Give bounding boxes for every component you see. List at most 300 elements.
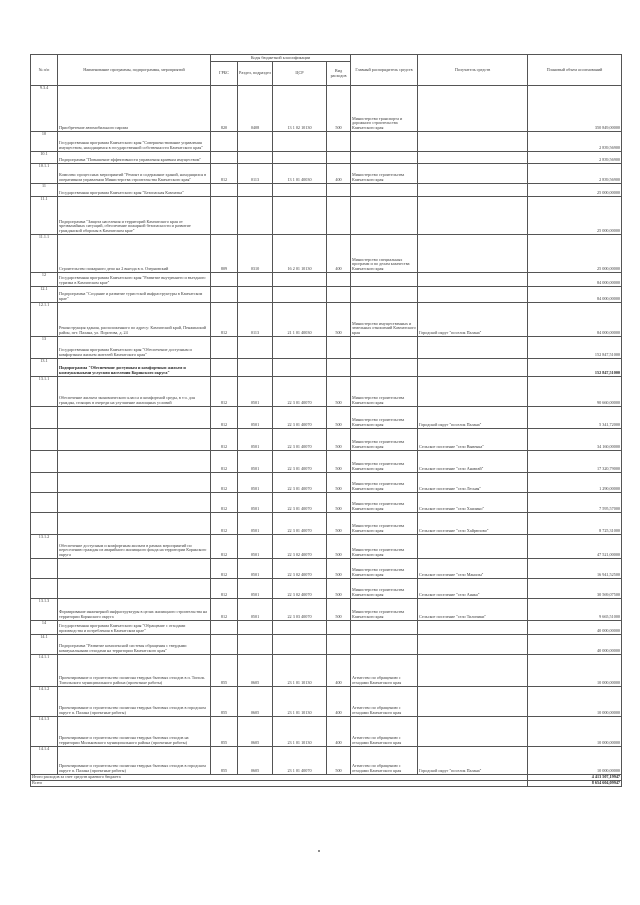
- row-name: Подпрограмма "Развитие комплексной системы обращения с твердыми коммунальными отходами на территории Камчатского края": [58, 635, 211, 655]
- row-gras: Агентство по обращению с отходами Камчатского края: [351, 687, 418, 717]
- row-number: 14.1.3: [31, 717, 58, 747]
- row-gras: [351, 337, 418, 359]
- row-name: Подпрограмма "Защита населения и территорий Камчатского края от чрезвычайных ситуаций, обеспечение пожарной безопасности и развитие гражданской обороны в Камчатском крае": [58, 197, 211, 235]
- row-csr: 16 2 01 10130: [273, 235, 327, 273]
- row-vr: 500: [327, 451, 351, 473]
- row-amount: 84 000,00000: [528, 273, 622, 287]
- row-rzpr: [238, 359, 273, 377]
- row-name: Реконструкция здания, расположенного по адресу: Камчатский край, Пенжинский район, пгт. Палана, ул. Поротова, д. 24: [58, 303, 211, 337]
- row-grbs: 812: [211, 579, 238, 599]
- row-amount: 40 000,00000: [528, 621, 622, 635]
- row-vr: [327, 635, 351, 655]
- col-num-header: № п/п: [31, 55, 58, 86]
- row-csr: [273, 132, 327, 152]
- row-grbs: 855: [211, 655, 238, 687]
- table-row: [31, 287, 622, 303]
- table-row: [31, 493, 622, 513]
- row-csr: [273, 359, 327, 377]
- table-row: [31, 599, 622, 621]
- row-number: 10: [31, 132, 58, 152]
- row-grbs: [211, 621, 238, 635]
- row-recipient: Сельское поселение "село Анавгай": [418, 451, 528, 473]
- table-row: [31, 535, 622, 559]
- row-gras: Агентство по обращению с отходами Камчатского края: [351, 747, 418, 775]
- row-rzpr: 0501: [238, 535, 273, 559]
- row-recipient: [418, 132, 528, 152]
- row-amount: 30 569,07500: [528, 579, 622, 599]
- row-vr: 500: [327, 473, 351, 493]
- row-vr: 500: [327, 535, 351, 559]
- row-csr: 22 3 02 40070: [273, 559, 327, 579]
- row-amount: 40 000,00000: [528, 635, 622, 655]
- row-amount: 152 847,51000: [528, 337, 622, 359]
- row-number: 13.1.3: [31, 599, 58, 621]
- row-rzpr: [238, 635, 273, 655]
- row-number: 14: [31, 621, 58, 635]
- table-row: [31, 197, 622, 235]
- row-grbs: 855: [211, 687, 238, 717]
- row-recipient: Сельское поселение "село Манилы": [418, 559, 528, 579]
- row-csr: [273, 287, 327, 303]
- row-name: [58, 429, 211, 451]
- table-row: [31, 429, 622, 451]
- row-gras: Министерство строительства Камчатского края: [351, 164, 418, 184]
- table-row: [31, 132, 622, 152]
- row-grbs: [211, 184, 238, 197]
- row-name: Подпрограмма "Обеспечение доступным и комфортным жильем и коммунальными услугами населения Корякского округа": [58, 359, 211, 377]
- row-gras: [351, 132, 418, 152]
- col-amount-header: Плановый объем ассигнований: [528, 55, 622, 86]
- table-row: [31, 621, 622, 635]
- row-grbs: 812: [211, 513, 238, 535]
- row-rzpr: [238, 621, 273, 635]
- row-number: 14.1.2: [31, 687, 58, 717]
- row-name: Проектирование и строительство полигона твердых бытовых отходов в городском округе п. Палана (проектные работы): [58, 747, 211, 775]
- row-amount: 8 725,31000: [528, 513, 622, 535]
- row-csr: [273, 273, 327, 287]
- row-rzpr: 0113: [238, 164, 273, 184]
- row-gras: [351, 197, 418, 235]
- row-grbs: [211, 152, 238, 164]
- row-grbs: [211, 359, 238, 377]
- row-amount: 10 000,00000: [528, 687, 622, 717]
- row-name: Обеспечение жильем экономического класса и комфортной среды, в т.ч. для граждан, стоящих в очереди на улучшение жилищных условий: [58, 377, 211, 407]
- row-amount: 152 847,51000: [528, 359, 622, 377]
- row-number: 13: [31, 337, 58, 359]
- table-row: [31, 164, 622, 184]
- row-gras: Агентство по обращению с отходами Камчатского края: [351, 655, 418, 687]
- row-csr: 23 1 01 10130: [273, 687, 327, 717]
- row-vr: [327, 621, 351, 635]
- row-rzpr: 0605: [238, 655, 273, 687]
- table-row: [31, 152, 622, 164]
- row-csr: 22 3 02 40070: [273, 579, 327, 599]
- row-number: 12: [31, 273, 58, 287]
- row-gras: Министерство специальных программ и по делам казачества Камчатского края: [351, 235, 418, 273]
- row-csr: 23 1 01 40070: [273, 747, 327, 775]
- row-rzpr: 0501: [238, 473, 273, 493]
- row-vr: 400: [327, 164, 351, 184]
- row-csr: [273, 621, 327, 635]
- row-gras: [351, 184, 418, 197]
- col-recipient-header: Получатель средств: [418, 55, 528, 86]
- row-csr: 22 3 01 40070: [273, 407, 327, 429]
- row-rzpr: [238, 273, 273, 287]
- row-name: [58, 451, 211, 473]
- row-amount: 34 160,00000: [528, 429, 622, 451]
- row-number: 14.1: [31, 635, 58, 655]
- row-grbs: [211, 337, 238, 359]
- row-grbs: 812: [211, 303, 238, 337]
- row-recipient: Сельское поселение "село Хайрюзово": [418, 513, 528, 535]
- row-csr: 22 3 01 40070: [273, 513, 327, 535]
- row-number: 12.1: [31, 287, 58, 303]
- row-gras: Министерство строительства Камчатского края: [351, 451, 418, 473]
- row-grbs: 812: [211, 164, 238, 184]
- row-csr: 22 3 01 40070: [273, 377, 327, 407]
- row-gras: Министерство строительства Камчатского края: [351, 559, 418, 579]
- row-number: 9.3.4: [31, 86, 58, 132]
- row-rzpr: [238, 337, 273, 359]
- col-grbs-header: ГРБС: [211, 62, 238, 86]
- row-rzpr: 0501: [238, 513, 273, 535]
- row-csr: [273, 152, 327, 164]
- row-name: Государственная программа Камчатского края "Совершенствование управления имуществом, находящимся в государственной собственности Камчатского края": [58, 132, 211, 152]
- row-grbs: 812: [211, 429, 238, 451]
- budget-table: [30, 54, 622, 787]
- row-rzpr: 0501: [238, 599, 273, 621]
- row-amount: 25 000,00000: [528, 197, 622, 235]
- row-csr: 22 3 01 40070: [273, 493, 327, 513]
- row-rzpr: 0605: [238, 687, 273, 717]
- row-number: [31, 579, 58, 599]
- row-rzpr: [238, 197, 273, 235]
- row-number: [31, 407, 58, 429]
- row-recipient: Городской округ "поселок Палана": [418, 303, 528, 337]
- col-vr-header: Вид расходов: [327, 62, 351, 86]
- row-amount: 25 000,00000: [528, 235, 622, 273]
- row-number: 12.1.1: [31, 303, 58, 337]
- table-row: [31, 273, 622, 287]
- row-rzpr: 0501: [238, 407, 273, 429]
- row-recipient: [418, 184, 528, 197]
- row-gras: [351, 152, 418, 164]
- row-csr: 23 1 01 10130: [273, 717, 327, 747]
- row-name: Государственная программа Камчатского края "Обеспечение доступным и комфортным жильем жителей Камчатского края": [58, 337, 211, 359]
- table-row: [31, 747, 622, 775]
- total-label: Всего: [31, 781, 528, 787]
- row-csr: 23 1 01 10130: [273, 655, 327, 687]
- row-vr: 500: [327, 599, 351, 621]
- row-gras: Министерство строительства Камчатского края: [351, 513, 418, 535]
- row-amount: 10 000,00000: [528, 747, 622, 775]
- row-name: Проектирование и строительство полигона твердых бытовых отходов в п. Тигиль Тигильского муниципального района (проектные работы): [58, 655, 211, 687]
- row-number: 13.1.2: [31, 535, 58, 559]
- row-gras: Министерство строительства Камчатского края: [351, 429, 418, 451]
- row-grbs: 812: [211, 599, 238, 621]
- row-gras: [351, 635, 418, 655]
- row-vr: 500: [327, 513, 351, 535]
- table-row: [31, 655, 622, 687]
- row-csr: [273, 184, 327, 197]
- row-vr: [327, 132, 351, 152]
- row-number: 11.1: [31, 197, 58, 235]
- row-rzpr: [238, 184, 273, 197]
- row-recipient: [418, 164, 528, 184]
- row-number: 13.1: [31, 359, 58, 377]
- row-amount: 10 000,00000: [528, 717, 622, 747]
- row-recipient: Сельское поселение "село Тиличики": [418, 599, 528, 621]
- row-gras: Министерство строительства Камчатского края: [351, 535, 418, 559]
- row-csr: [273, 635, 327, 655]
- row-vr: 500: [327, 559, 351, 579]
- row-grbs: 812: [211, 451, 238, 473]
- row-name: Государственная программа Камчатского края "Развитие внутреннего и въездного туризма в Камчатском крае": [58, 273, 211, 287]
- row-grbs: 855: [211, 747, 238, 775]
- table-row: [31, 377, 622, 407]
- table-row: [31, 407, 622, 429]
- row-grbs: [211, 287, 238, 303]
- row-vr: [327, 197, 351, 235]
- row-name: Строительство пожарного депо на 2 выезда в п. Озерновский: [58, 235, 211, 273]
- table-row: [31, 579, 622, 599]
- row-rzpr: 0501: [238, 377, 273, 407]
- row-gras: Министерство строительства Камчатского края: [351, 599, 418, 621]
- row-name: Проектирование и строительство полигона твердых бытовых отходов на территории Мильковского муниципального района (проектные работы): [58, 717, 211, 747]
- row-amount: 84 000,00000: [528, 287, 622, 303]
- row-name: [58, 513, 211, 535]
- table-row: [31, 337, 622, 359]
- row-name: Проектирование и строительство полигона твердых бытовых отходов в городском округе п. Палана (проектные работы): [58, 687, 211, 717]
- row-csr: 13 1 02 10130: [273, 86, 327, 132]
- row-recipient: [418, 717, 528, 747]
- row-recipient: Городской округ "поселок Палана": [418, 747, 528, 775]
- row-csr: 22 3 01 40070: [273, 429, 327, 451]
- row-name: [58, 559, 211, 579]
- row-csr: [273, 337, 327, 359]
- row-vr: 500: [327, 493, 351, 513]
- row-grbs: 812: [211, 377, 238, 407]
- row-number: 11: [31, 184, 58, 197]
- row-csr: 22 3 02 40070: [273, 535, 327, 559]
- row-csr: [273, 197, 327, 235]
- row-csr: 22 3 01 40070: [273, 451, 327, 473]
- table-row: [31, 717, 622, 747]
- row-recipient: [418, 621, 528, 635]
- row-name: Обеспечение доступным и комфортным жильем в рамках мероприятий по переселению граждан из аварийного жилищного фонда на территории Корякского округа: [58, 535, 211, 559]
- row-number: 14.1.1: [31, 655, 58, 687]
- table-row: [31, 559, 622, 579]
- row-vr: [327, 152, 351, 164]
- table-row: [31, 473, 622, 493]
- row-recipient: Городской округ "поселок Палана": [418, 407, 528, 429]
- row-grbs: 812: [211, 535, 238, 559]
- row-gras: Агентство по обращению с отходами Камчатского края: [351, 717, 418, 747]
- row-csr: 13 1 01 40030: [273, 164, 327, 184]
- row-vr: [327, 273, 351, 287]
- row-grbs: 812: [211, 559, 238, 579]
- table-row: [31, 235, 622, 273]
- row-number: [31, 473, 58, 493]
- row-gras: Министерство имущественных и земельных отношений Камчатского края: [351, 303, 418, 337]
- row-recipient: [418, 86, 528, 132]
- row-recipient: [418, 635, 528, 655]
- row-amount: 47 521,00000: [528, 535, 622, 559]
- table-body: [31, 86, 622, 787]
- row-name: Государственная программа Камчатского края "Безопасная Камчатка": [58, 184, 211, 197]
- row-name: [58, 473, 211, 493]
- row-rzpr: [238, 287, 273, 303]
- row-vr: 400: [327, 687, 351, 717]
- row-vr: 400: [327, 655, 351, 687]
- row-amount: 2 839,56900: [528, 152, 622, 164]
- row-csr: 22 3 03 40070: [273, 599, 327, 621]
- row-gras: [351, 359, 418, 377]
- row-gras: Министерство транспорта и дорожного строительства Камчатского края: [351, 86, 418, 132]
- row-amount: 1 290,00000: [528, 473, 622, 493]
- row-amount: 25 000,00000: [528, 184, 622, 197]
- row-number: [31, 513, 58, 535]
- row-name: Подпрограмма "Создание и развитие туристской инфраструктуры в Камчатском крае": [58, 287, 211, 303]
- row-recipient: Сельское поселение "село Аянка": [418, 579, 528, 599]
- row-grbs: 812: [211, 473, 238, 493]
- row-gras: [351, 621, 418, 635]
- row-amount: 90 660,00000: [528, 377, 622, 407]
- row-grbs: [211, 635, 238, 655]
- row-grbs: [211, 273, 238, 287]
- row-gras: Министерство строительства Камчатского края: [351, 579, 418, 599]
- row-number: [31, 493, 58, 513]
- row-rzpr: 0501: [238, 451, 273, 473]
- row-vr: 500: [327, 429, 351, 451]
- row-recipient: Сельское поселение "село Лесная": [418, 473, 528, 493]
- row-name: Государственная программа Камчатского края "Обращение с отходами производства и потребления в Камчатском крае": [58, 621, 211, 635]
- row-recipient: [418, 337, 528, 359]
- row-vr: 400: [327, 717, 351, 747]
- row-amount: 2 839,56900: [528, 132, 622, 152]
- table-row: [31, 687, 622, 717]
- row-recipient: [418, 655, 528, 687]
- row-vr: 400: [327, 235, 351, 273]
- row-number: [31, 451, 58, 473]
- row-number: 11.1.1: [31, 235, 58, 273]
- row-rzpr: 0408: [238, 86, 273, 132]
- row-rzpr: 0501: [238, 559, 273, 579]
- row-recipient: [418, 687, 528, 717]
- row-vr: [327, 287, 351, 303]
- col-csr-header: ЦСР: [273, 62, 327, 86]
- row-rzpr: 0501: [238, 579, 273, 599]
- row-vr: 500: [327, 377, 351, 407]
- row-amount: 84 000,00000: [528, 303, 622, 337]
- row-csr: 21 1 01 40030: [273, 303, 327, 337]
- col-name-header: Наименование программы, подпрограммы, мероприятий: [58, 55, 211, 86]
- row-vr: [327, 337, 351, 359]
- col-codes-header: Коды бюджетной классификации: [211, 55, 351, 62]
- row-amount: 16 941,52500: [528, 559, 622, 579]
- table-row: [31, 451, 622, 473]
- row-vr: 500: [327, 303, 351, 337]
- row-rzpr: [238, 132, 273, 152]
- row-gras: Министерство строительства Камчатского края: [351, 473, 418, 493]
- row-gras: Министерство строительства Камчатского края: [351, 377, 418, 407]
- row-number: 14.1.4: [31, 747, 58, 775]
- row-name: [58, 579, 211, 599]
- row-gras: [351, 273, 418, 287]
- row-vr: [327, 184, 351, 197]
- row-recipient: [418, 535, 528, 559]
- row-amount: 10 000,00000: [528, 655, 622, 687]
- col-gras-header: Главный распорядитель средств: [351, 55, 418, 86]
- table-row: [31, 513, 622, 535]
- row-grbs: [211, 197, 238, 235]
- row-amount: 5 341,72000: [528, 407, 622, 429]
- row-rzpr: 0605: [238, 717, 273, 747]
- row-recipient: [418, 197, 528, 235]
- row-csr: 22 3 01 40070: [273, 473, 327, 493]
- row-grbs: 812: [211, 407, 238, 429]
- row-amount: 350 849,00000: [528, 86, 622, 132]
- page-mark: [318, 850, 320, 852]
- row-name: Приобретение автомобильного парома: [58, 86, 211, 132]
- total-label: Итого расходов за счет средств краевого бюджета: [31, 775, 528, 781]
- row-rzpr: 0113: [238, 303, 273, 337]
- row-recipient: [418, 152, 528, 164]
- row-recipient: [418, 359, 528, 377]
- table-row: [31, 86, 622, 132]
- table-row: [31, 303, 622, 337]
- row-rzpr: 0310: [238, 235, 273, 273]
- row-grbs: 820: [211, 86, 238, 132]
- row-recipient: [418, 287, 528, 303]
- row-grbs: 809: [211, 235, 238, 273]
- row-vr: [327, 359, 351, 377]
- row-number: [31, 559, 58, 579]
- row-recipient: Сельское поселение "село Хаилино": [418, 493, 528, 513]
- row-gras: Министерство строительства Камчатского края: [351, 407, 418, 429]
- row-grbs: 855: [211, 717, 238, 747]
- row-rzpr: 0605: [238, 747, 273, 775]
- row-rzpr: [238, 152, 273, 164]
- row-recipient: [418, 377, 528, 407]
- document-sheet: [30, 54, 621, 787]
- row-rzpr: 0501: [238, 493, 273, 513]
- row-amount: 9 665,51000: [528, 599, 622, 621]
- row-name: [58, 407, 211, 429]
- row-gras: Министерство строительства Камчатского края: [351, 493, 418, 513]
- row-number: 10.1.1: [31, 164, 58, 184]
- row-name: Комплекс процессных мероприятий "Ремонт и содержание зданий, находящихся в оперативном управлении Министерства строительства Камчатского края": [58, 164, 211, 184]
- table-row: [31, 184, 622, 197]
- row-name: Формирование инженерной инфраструктуры в целях жилищного строительства на территории Корякского округа: [58, 599, 211, 621]
- row-recipient: [418, 235, 528, 273]
- row-vr: 500: [327, 407, 351, 429]
- total-amount: 8 654 604,09947: [528, 781, 622, 787]
- row-name: [58, 493, 211, 513]
- row-vr: 500: [327, 579, 351, 599]
- row-amount: 17 320,79000: [528, 451, 622, 473]
- table-row: [31, 635, 622, 655]
- total-amount: 4 413 507,19947: [528, 775, 622, 781]
- row-name: Подпрограмма "Повышение эффективности управления краевым имуществом": [58, 152, 211, 164]
- row-number: 10.1: [31, 152, 58, 164]
- row-amount: 7 595,57000: [528, 493, 622, 513]
- total-row: [31, 781, 622, 787]
- header-row-1: [31, 55, 622, 62]
- col-rzpr-header: Раздел, подраздел: [238, 62, 273, 86]
- row-rzpr: 0501: [238, 429, 273, 451]
- row-grbs: 812: [211, 493, 238, 513]
